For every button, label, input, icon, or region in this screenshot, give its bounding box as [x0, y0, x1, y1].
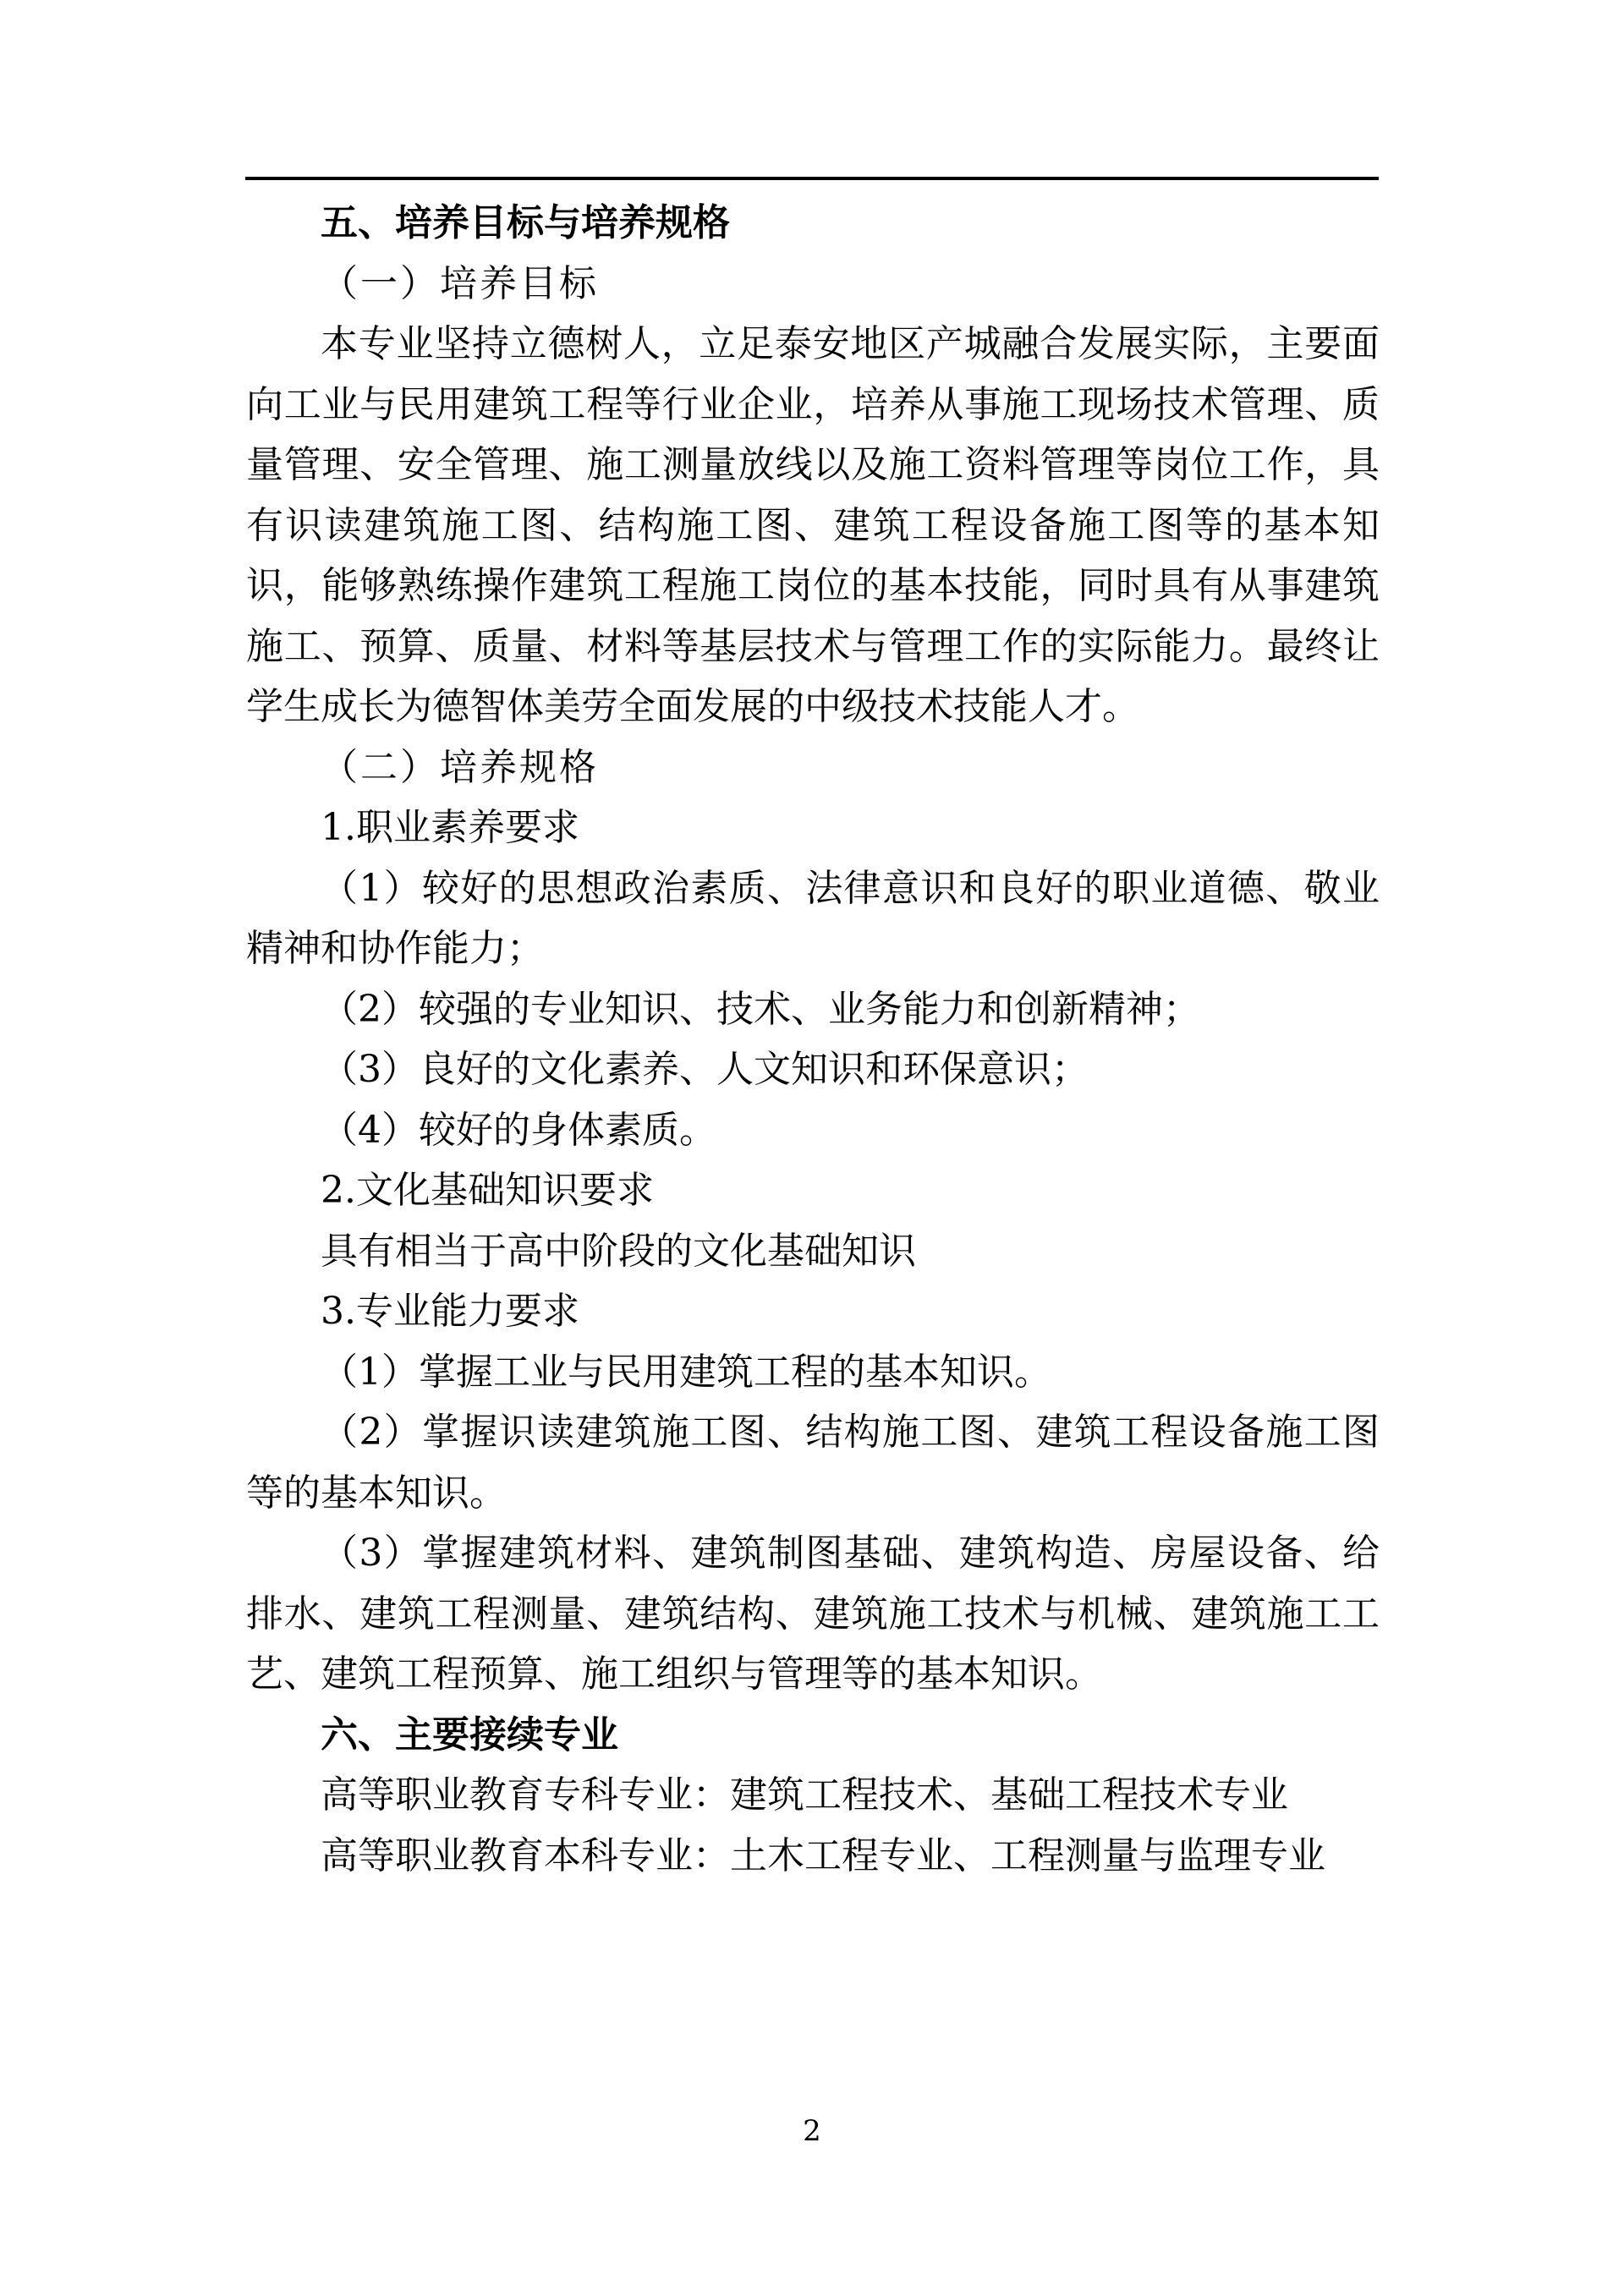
item-occupational-quality-requirements: 1.职业素养要求 — [321, 806, 579, 849]
item-occupational-req-1: （1）较好的思想政治素质、法律意识和良好的职业道德、敬业精神和协作能力； — [246, 866, 1380, 970]
item-occupational-req-3: （3）良好的文化素养、人文知识和环保意识； — [321, 1048, 1089, 1091]
item-occupational-req-2: （2）较强的专业知识、技术、业务能力和创新精神； — [321, 987, 1200, 1031]
section-heading-training-objectives-and-specs: 五、培养目标与培养规格 — [321, 201, 730, 244]
header-rule — [245, 177, 1379, 180]
paragraph-training-objective: 本专业坚持立德树人，立足泰安地区产城融合发展实际，主要面向工业与民用建筑工程等行业企业，培养从事施工现场技术管理、质量管理、安全管理、施工测量放线以及施工资料管理等岗位工作，具有识读建筑施工图、结构施工图、建筑工程设备施工图等的基本知识，能够熟练操作建筑工程施工岗位的基本技能，同时具有从事建筑施工、预算、质量、材料等基层技术与管理工作的实际能力。最终让学生成长为德智体美劳全面发展的中级技术技能人才。 — [246, 322, 1380, 728]
item-professional-req-1: （1）掌握工业与民用建筑工程的基本知识。 — [321, 1350, 1051, 1394]
page-number: 2 — [803, 2114, 821, 2148]
section-heading-continuing-majors: 六、主要接续专业 — [321, 1712, 618, 1756]
item-professional-req-2: （2）掌握识读建筑施工图、结构施工图、建筑工程设备施工图等的基本知识。 — [246, 1411, 1380, 1515]
document-body — [246, 193, 1380, 1886]
item-occupational-req-4: （4）较好的身体素质。 — [321, 1108, 716, 1152]
item-cultural-knowledge-requirements: 2.文化基础知识要求 — [321, 1169, 654, 1212]
item-cultural-knowledge-detail: 具有相当于高中阶段的文化基础知识 — [321, 1229, 916, 1273]
subsection-heading-training-objective: （一）培养目标 — [321, 261, 599, 305]
paragraph-college-continuing-majors: 高等职业教育专科专业：建筑工程技术、基础工程技术专业 — [321, 1773, 1288, 1817]
item-professional-ability-requirements: 3.专业能力要求 — [321, 1290, 579, 1333]
item-professional-req-3: （3）掌握建筑材料、建筑制图基础、建筑构造、房屋设备、给排水、建筑工程测量、建筑结构、建筑施工技术与机械、建筑施工工艺、建筑工程预算、施工组织与管理等的基本知识。 — [246, 1532, 1380, 1696]
paragraph-undergraduate-continuing-majors: 高等职业教育本科专业：土木工程专业、工程测量与监理专业 — [321, 1833, 1325, 1877]
subsection-heading-training-specs: （二）培养规格 — [321, 745, 599, 789]
